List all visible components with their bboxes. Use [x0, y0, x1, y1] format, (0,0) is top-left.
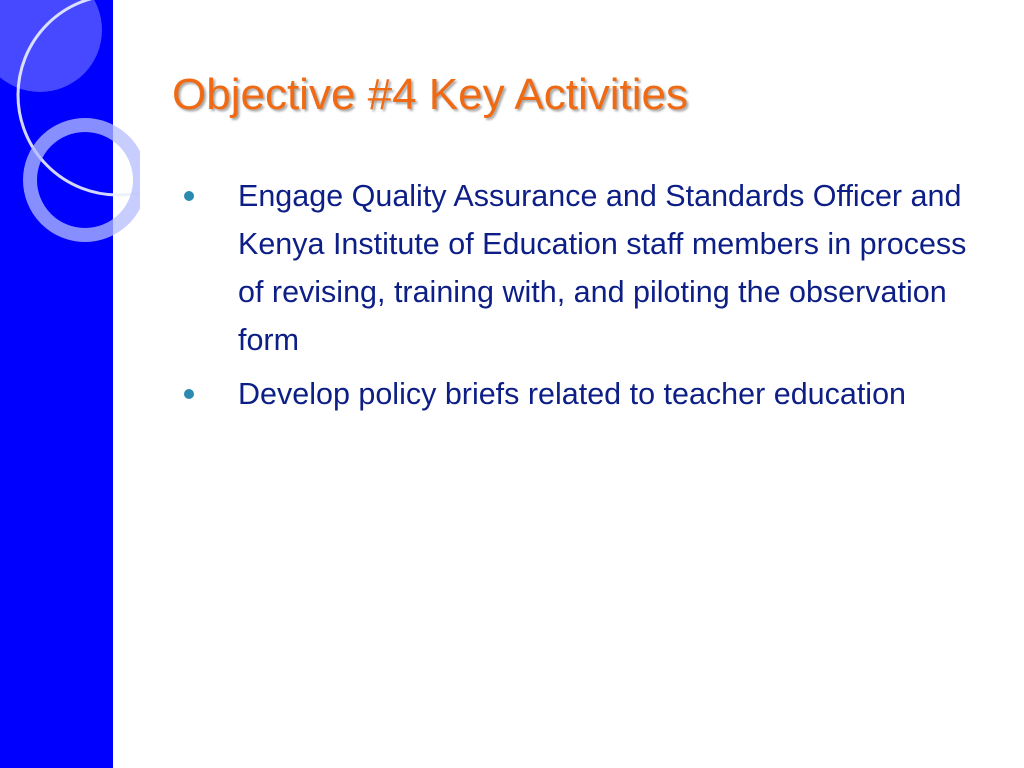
deco-disc — [0, 0, 102, 92]
bullet-item — [180, 172, 980, 364]
slide-title: Objective #4 Key Activities — [172, 70, 689, 119]
bullet-icon — [184, 389, 194, 399]
bullet-text: Engage Quality Assurance and Standards Officer and Kenya Institute of Education staff members in process of revising, training with, and piloting the observation form — [238, 179, 967, 357]
bullet-list — [180, 172, 980, 424]
deco-ring-thick — [30, 125, 140, 235]
decorative-circles — [0, 0, 140, 260]
bullet-icon — [184, 191, 194, 201]
bullet-item — [180, 370, 980, 418]
bullet-text: Develop policy briefs related to teacher education — [238, 377, 907, 411]
